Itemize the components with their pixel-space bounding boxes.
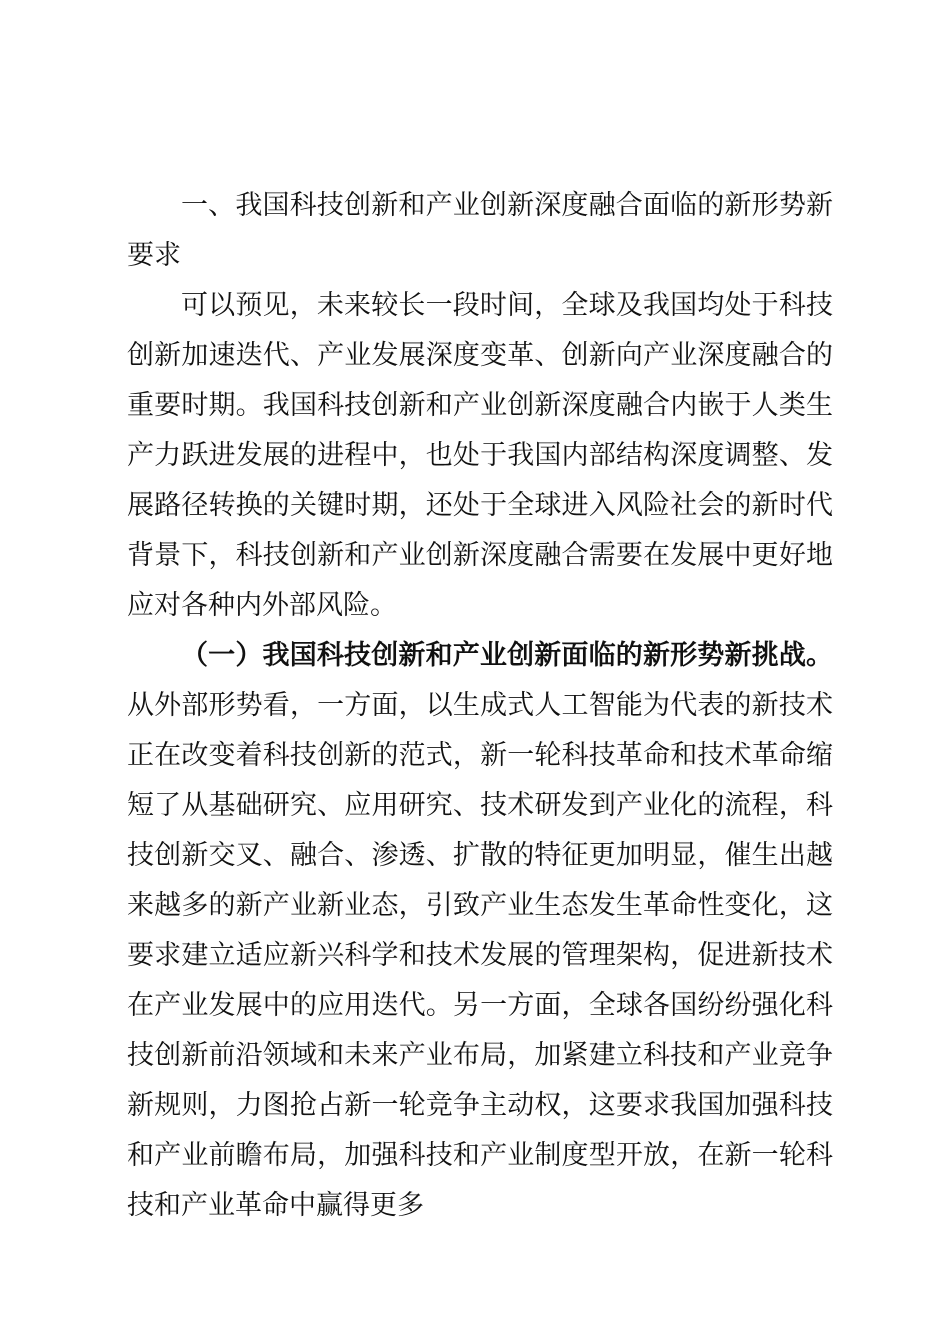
paragraph-1 — [127, 281, 833, 631]
paragraph-2 — [127, 631, 833, 1231]
section-heading: 一、我国科技创新和产业创新深度融合面临的新形势新要求 — [127, 190, 833, 271]
paragraph-1-text: 可以预见，未来较长一段时间，全球及我国均处于科技创新加速迭代、产业发展深度变革、创新向产业深度融合的重要时期。我国科技创新和产业创新深度融合内嵌于人类生产力跃进发展的进程中，也处于我国内部结构深度调整、发展路径转换的关键时期，还处于全球进入风险社会的新时代背景下，科技创新和产业创新深度融合需要在发展中更好地应对各种内外部风险。 — [127, 290, 833, 621]
document-body — [127, 181, 833, 1231]
paragraph-2-text: 从外部形势看，一方面，以生成式人工智能为代表的新技术正在改变着科技创新的范式，新一轮科技革命和技术革命缩短了从基础研究、应用研究、技术研发到产业化的流程，科技创新交叉、融合、渗透、扩散的特征更加明显，催生出越来越多的新产业新业态，引致产业生态发生革命性变化，这要求建立适应新兴科学和技术发展的管理架构，促进新技术在产业发展中的应用迭代。另一方面，全球各国纷纷强化科技创新前沿领域和未来产业布局，加紧建立科技和产业竞争新规则，力图抢占新一轮竞争主动权，这要求我国加强科技和产业前瞻布局，加强科技和产业制度型开放，在新一轮科技和产业革命中赢得更多 — [127, 690, 833, 1221]
paragraph-2-subheading: （一）我国科技创新和产业创新面临的新形势新挑战。 — [181, 640, 833, 671]
